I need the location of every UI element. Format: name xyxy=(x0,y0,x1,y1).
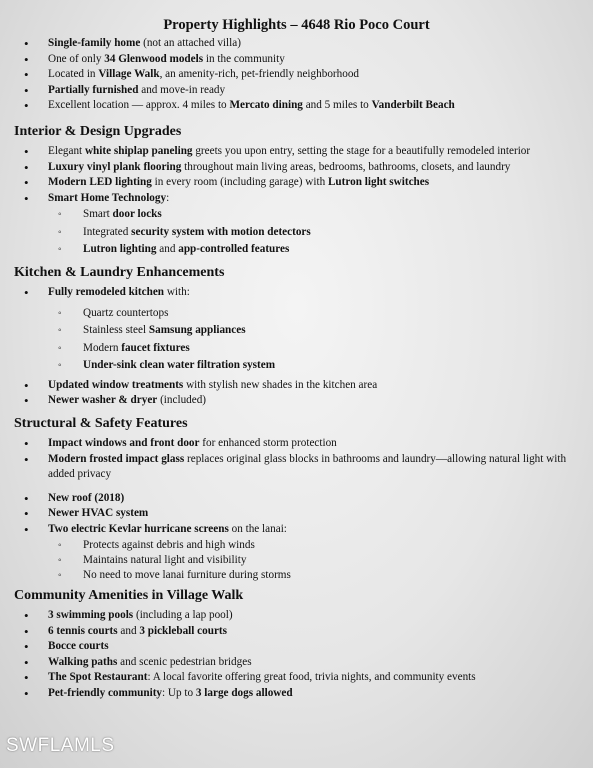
plain-text: Excellent location — approx. 4 miles to xyxy=(48,99,230,112)
bold-text: Single-family home xyxy=(48,37,141,49)
plain-text: Integrated xyxy=(83,225,132,238)
list-item xyxy=(14,36,579,52)
plain-text: No need to move lanai furniture during storms xyxy=(83,569,291,582)
bold-text: Modern frosted impact glass xyxy=(48,452,185,465)
plain-text: with: xyxy=(164,286,190,298)
kitchen-section xyxy=(14,264,579,409)
list-item xyxy=(14,639,579,655)
list-item xyxy=(14,52,579,68)
sub-list-item xyxy=(14,241,579,259)
plain-text: (including a lap pool) xyxy=(133,609,233,621)
bold-text: Vanderbilt Beach xyxy=(371,99,455,112)
sub-list-item xyxy=(14,322,579,340)
bold-text: The Spot Restaurant xyxy=(48,671,148,684)
list-item xyxy=(14,378,579,394)
page-title: Property Highlights – 4648 Rio Poco Court xyxy=(163,17,430,33)
plain-text: and scenic pedestrian bridges xyxy=(117,655,252,668)
bold-text: 3 large dogs allowed xyxy=(195,686,293,699)
plain-text: Quartz countertops xyxy=(83,306,169,319)
plain-text: replaces original glass blocks in bathrooms and laundry—allowing natural light with added privacy xyxy=(48,452,567,481)
bold-text: Partially furnished xyxy=(48,83,139,96)
plain-text: : xyxy=(166,191,170,204)
plain-text: throughout main living areas, bedrooms, bathrooms, closets, and laundry xyxy=(181,160,511,173)
plain-text: (not an attached villa) xyxy=(140,37,241,49)
bold-text: 3 swimming pools xyxy=(48,609,134,621)
list-item xyxy=(14,491,579,507)
bold-text: Impact windows and front door xyxy=(48,437,200,449)
bold-text: app-controlled features xyxy=(178,243,290,256)
list-item xyxy=(14,160,579,176)
bold-text: Samsung appliances xyxy=(148,324,246,337)
bold-text: white shiplap paneling xyxy=(84,145,193,157)
plain-text: Elegant xyxy=(48,145,85,157)
section-heading: Structural & Safety Features xyxy=(14,416,188,431)
list-item xyxy=(14,191,579,207)
bold-text: Two electric Kevlar hurricane screens xyxy=(48,522,229,535)
list-item xyxy=(14,393,579,409)
sub-list-item xyxy=(14,568,579,583)
bold-text: 6 tennis courts xyxy=(48,624,118,637)
bold-text: Luxury vinyl plank flooring xyxy=(48,160,182,173)
mls-watermark: SWFLAMLS xyxy=(6,735,115,756)
list-item xyxy=(14,686,579,702)
list-item xyxy=(14,452,579,483)
bold-text: door locks xyxy=(112,208,162,221)
plain-text: greets you upon entry, setting the stage for a beautifully remodeled interior xyxy=(192,145,531,157)
plain-text: (included) xyxy=(157,394,207,407)
list-item xyxy=(14,144,579,160)
plain-text: and 5 miles to xyxy=(302,99,372,112)
section-heading: Community Amenities in Village Walk xyxy=(14,588,244,603)
bold-text: Lutron lighting xyxy=(83,243,157,256)
structural-section xyxy=(14,415,579,584)
community-section xyxy=(14,587,579,702)
bold-text: New roof (2018) xyxy=(48,491,125,504)
plain-text: and move-in ready xyxy=(138,83,226,96)
bold-text: Walking paths xyxy=(48,655,118,668)
plain-text: Maintains natural light and visibility xyxy=(83,553,247,566)
plain-text: and xyxy=(156,243,179,256)
bold-text: 34 Glenwood models xyxy=(104,52,204,65)
sub-list-item xyxy=(14,553,579,568)
sub-list-item xyxy=(14,305,579,323)
plain-text: : A local favorite offering great food, trivia nights, and community events xyxy=(147,671,476,684)
plain-text: with stylish new shades in the kitchen area xyxy=(183,378,378,391)
list-item xyxy=(14,285,579,301)
list-item xyxy=(14,624,579,640)
plain-text: in the community xyxy=(203,52,285,65)
plain-text: Smart xyxy=(83,208,113,221)
bold-text: faucet fixtures xyxy=(121,341,190,354)
plain-text: on the lanai: xyxy=(228,522,287,535)
bold-text: Pet-friendly community xyxy=(48,686,163,699)
plain-text: Located in xyxy=(48,68,99,81)
list-item xyxy=(14,670,579,686)
list-item xyxy=(14,175,579,191)
list-item xyxy=(14,436,579,452)
list-item xyxy=(14,655,579,671)
plain-text: , an amenity-rich, pet-friendly neighborhood xyxy=(159,68,360,81)
bold-text: security system with motion detectors xyxy=(131,225,311,238)
bold-text: Under-sink clean water filtration system xyxy=(83,359,276,372)
bold-text: Smart Home Technology xyxy=(48,191,167,204)
plain-text: and xyxy=(117,624,140,637)
list-item xyxy=(14,522,579,538)
overview-section xyxy=(14,36,579,114)
plain-text: for enhanced storm protection xyxy=(199,437,337,449)
list-item xyxy=(14,608,579,624)
bold-text: Newer HVAC system xyxy=(48,507,149,520)
bold-text: Modern LED lighting xyxy=(48,176,152,189)
bold-text: 3 pickleball courts xyxy=(139,624,228,637)
section-heading: Interior & Design Upgrades xyxy=(14,124,182,139)
list-item xyxy=(14,67,579,83)
plain-text: in every room (including garage) with xyxy=(151,176,328,189)
plain-text: : Up to xyxy=(162,686,196,699)
sub-list-item xyxy=(14,538,579,553)
bold-text: Fully remodeled kitchen xyxy=(48,286,165,298)
plain-text: Modern xyxy=(83,341,122,354)
plain-text: Stainless steel xyxy=(83,324,149,337)
bold-text: Lutron light switches xyxy=(327,176,430,189)
bold-text: Newer washer & dryer xyxy=(48,394,158,407)
sub-list-item xyxy=(14,206,579,224)
sub-list-item xyxy=(14,224,579,242)
bold-text: Mercato dining xyxy=(229,99,303,112)
bold-text: Bocce courts xyxy=(48,640,109,653)
sub-list-item xyxy=(14,357,579,375)
interior-section xyxy=(14,123,579,259)
sub-list-item xyxy=(14,340,579,358)
plain-text: Protects against debris and high winds xyxy=(83,538,255,551)
bold-text: Updated window treatments xyxy=(48,378,184,391)
list-item xyxy=(14,98,579,114)
list-item xyxy=(14,506,579,522)
bold-text: Village Walk xyxy=(98,68,160,81)
section-heading: Kitchen & Laundry Enhancements xyxy=(14,265,225,280)
list-item xyxy=(14,83,579,99)
plain-text: One of only xyxy=(48,52,105,65)
